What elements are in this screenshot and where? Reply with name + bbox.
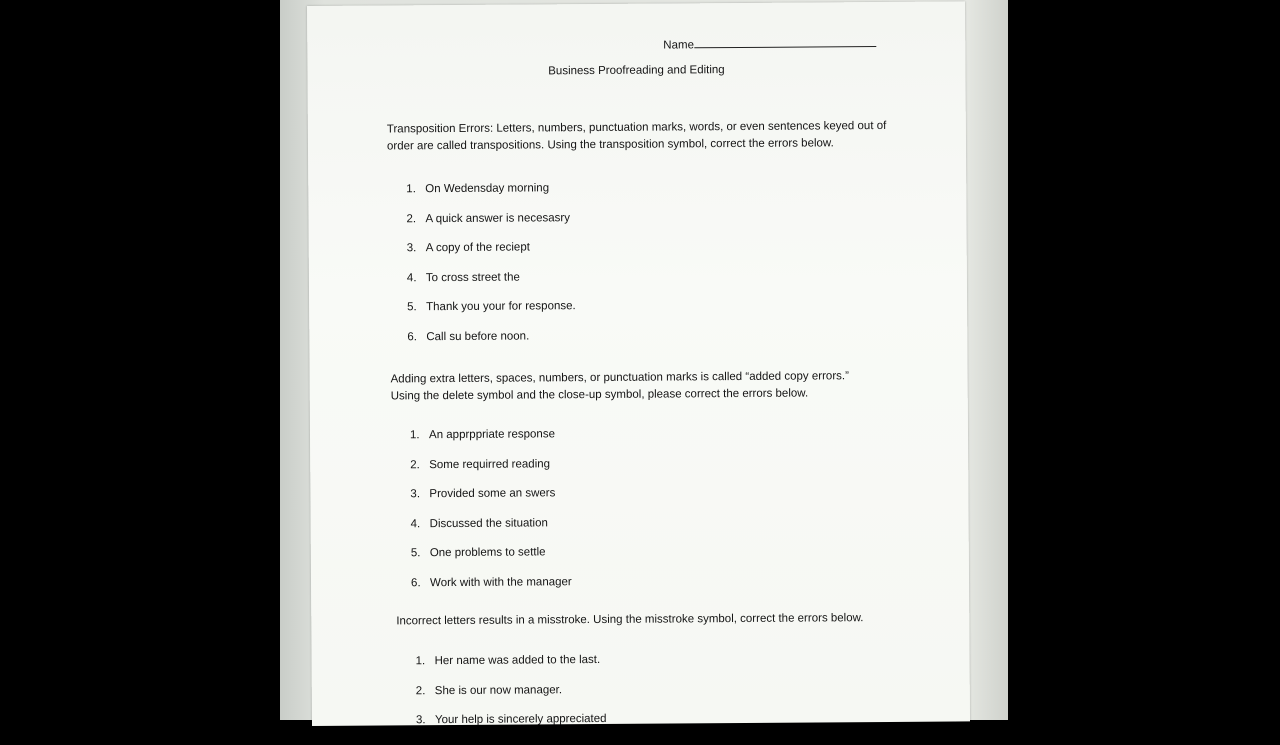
list-item	[407, 301, 576, 332]
name-blank-line	[694, 35, 876, 48]
item-text: On Wedensday morning	[425, 182, 550, 196]
item-text: Discussed the situation	[429, 517, 548, 530]
list-item	[410, 428, 571, 459]
list-item	[407, 330, 576, 361]
list-item	[410, 458, 571, 489]
item-text: To cross street the	[425, 271, 520, 284]
item-number: 3.	[406, 242, 417, 255]
section-3-instructions: Incorrect letters results in a misstroke. Using the misstroke symbol, correct the errors below.	[396, 612, 864, 628]
section-2-list	[410, 428, 572, 607]
item-number: 6.	[410, 577, 421, 590]
list-item	[407, 241, 576, 272]
list-item	[410, 487, 571, 518]
item-number: 2.	[415, 684, 426, 697]
item-number: 4.	[406, 272, 417, 285]
document-title: Business Proofreading and Editing	[548, 64, 725, 78]
item-text: A copy of the reciept	[425, 241, 530, 255]
list-item	[416, 684, 607, 715]
item-text: Call su before noon.	[426, 330, 530, 344]
item-text: One problems to settle	[429, 546, 546, 560]
item-number: 1.	[415, 655, 426, 668]
item-number: 1.	[406, 183, 416, 196]
item-number: 5.	[410, 547, 421, 560]
list-item	[406, 182, 575, 213]
list-item	[416, 713, 607, 744]
item-text: Her name was added to the last.	[434, 653, 601, 668]
section-3-list	[416, 654, 607, 744]
list-item	[411, 547, 572, 578]
section-2-instructions: Adding extra letters, spaces, numbers, or punctuation marks is called “added copy errors.” Using the delete symbol and the close-up symbol, please correct the errors below.	[390, 370, 849, 403]
worksheet-page	[307, 1, 970, 726]
item-text: Thank you your for response.	[426, 300, 576, 314]
list-item	[416, 654, 607, 685]
name-field	[663, 35, 876, 51]
item-text: Your help is sincerely appreciated	[434, 713, 607, 727]
list-item	[406, 212, 575, 243]
list-item	[411, 517, 572, 548]
item-text: An apprppriate response	[428, 428, 555, 442]
item-number: 2.	[410, 458, 420, 471]
item-number: 4.	[410, 518, 421, 531]
item-text: Work with with the manager	[429, 576, 572, 590]
list-item	[407, 271, 576, 302]
list-item	[411, 576, 572, 607]
item-text: She is our now manager.	[434, 683, 563, 697]
item-text: A quick answer is necesasry	[425, 211, 570, 225]
section-1-instructions: Transposition Errors: Letters, numbers, punctuation marks, words, or even sentences keyed out of order are called transpositions. Using the transposition symbol, correct the errors below.	[386, 119, 887, 153]
item-text: Provided some an swers	[429, 487, 556, 501]
item-number: 3.	[410, 488, 421, 501]
item-number: 2.	[406, 212, 417, 225]
name-label: Name	[663, 39, 695, 52]
section-1-list	[406, 182, 576, 361]
item-number: 6.	[407, 331, 417, 344]
item-text: Some requirred reading	[429, 457, 551, 471]
item-number: 3.	[415, 714, 426, 727]
item-number: 1.	[409, 429, 420, 442]
item-number: 5.	[407, 301, 417, 314]
